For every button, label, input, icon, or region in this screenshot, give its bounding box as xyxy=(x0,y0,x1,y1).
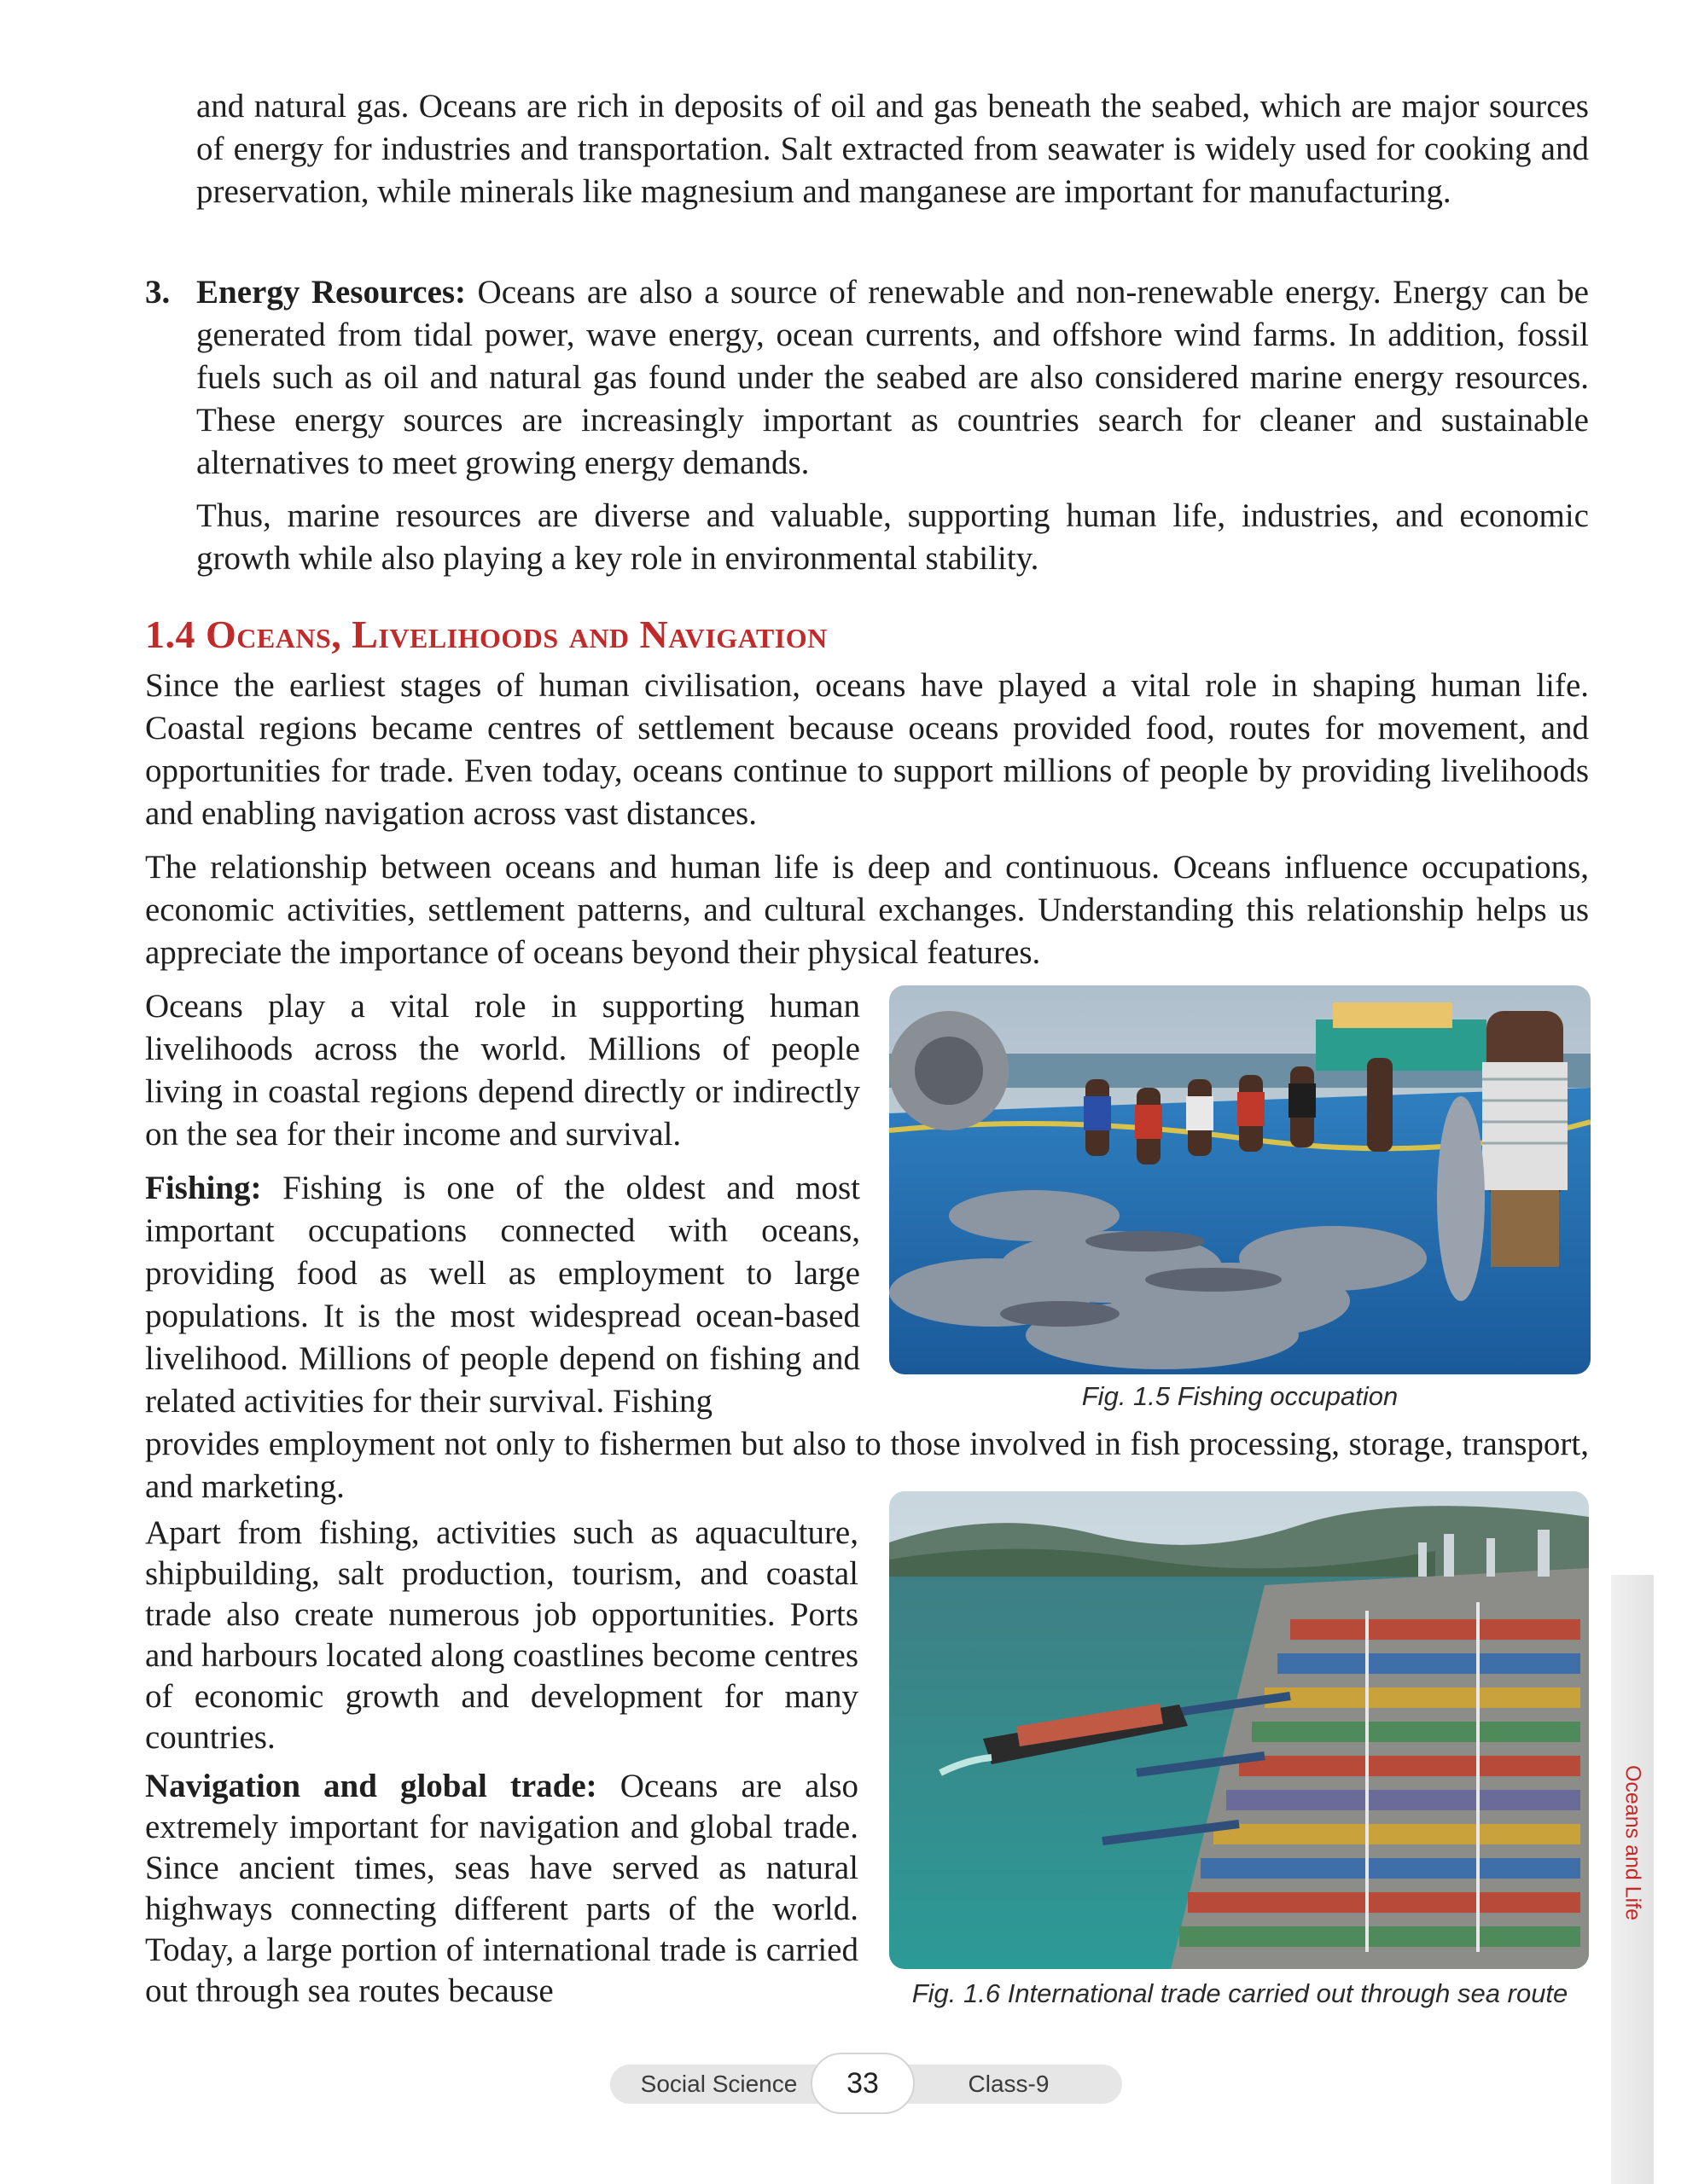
list-item-energy-resources xyxy=(145,271,1589,485)
intro-paragraph: and natural gas. Oceans are rich in deposits of oil and gas beneath the seabed, which are major sources of energy for industries and transportation. Salt extracted from seawater is widely used for cooking and preservation, while minerals like magnesium and manganese are important for manufacturing. xyxy=(196,88,1589,210)
section-paragraph-1: Since the earliest stages of human civilisation, oceans have played a vital role in shaping human life. Coastal regions became centres of settlement because oceans provided food, routes for movement, and opportunities for trade. Even today, oceans continue to support millions of people by providing livelihoods and enabling navigation across vast distances. xyxy=(145,667,1589,832)
section-paragraph-2: The relationship between oceans and human life is deep and continuous. Oceans influence occupations, economic activities, settlement patterns, and cultural exchanges. Understanding this relationship helps us appreciate the importance of oceans beyond their physical features. xyxy=(145,849,1589,971)
figure-caption-1-6: Fig. 1.6 International trade carried out through sea route xyxy=(911,1978,1568,2008)
navigation-title: Navigation and global trade: xyxy=(145,1768,597,1804)
list-number: 3. xyxy=(145,274,171,311)
list-item-title: Energy Resources: xyxy=(196,274,467,311)
footer-subject: Social Science xyxy=(640,2071,798,2097)
list-item-body xyxy=(196,271,1589,485)
navigation-text: Oceans are also extremely important for navigation and global trade. Since ancient times, seas have served as natural highways connecting different parts of the world. Today, a large portion of international trade is carried out through sea routes because xyxy=(145,1768,858,2009)
chapter-side-label: Oceans and Life xyxy=(1620,1764,1645,1921)
figure-caption-1-5: Fig. 1.5 Fishing occupation xyxy=(1081,1381,1399,1411)
livelihoods-paragraph: Oceans play a vital role in supporting human livelihoods across the world. Millions of people living in coastal regions depend directly or indirectly on the sea for their income and survival. xyxy=(145,988,860,1153)
container-port-photo xyxy=(889,1491,1589,1969)
fishing-photo xyxy=(889,985,1591,1374)
fishing-paragraph xyxy=(145,1167,860,1423)
footer-class: Class-9 xyxy=(968,2071,1050,2097)
fishing-paragraph-continued: provides employment not only to fishermen but also to those involved in fish processing, storage, transport, and marketing. xyxy=(145,1426,1589,1505)
fishing-title: Fishing: xyxy=(145,1170,262,1206)
navigation-paragraph xyxy=(145,1766,858,2012)
page-number: 33 xyxy=(811,2053,915,2114)
thus-paragraph: Thus, marine resources are diverse and valuable, supporting human life, industries, and economic growth while also playing a key role in environmental stability. xyxy=(196,497,1589,577)
other-livelihoods-paragraph: Apart from fishing, activities such as aquaculture, shipbuilding, salt production, tourism, and coastal trade also create numerous job opportunities. Ports and harbours located along coastlines become centres of economic growth and development for many countries. xyxy=(145,1514,859,1756)
section-heading: 1.4 Oceans, Livelihoods and Navigation xyxy=(145,613,828,656)
fishing-text: Fishing is one of the oldest and most important occupations connected with oceans, providing food as well as employment to large populations. It is the most widespread ocean-based livelihood. Millions of people depend on fishing and related activities for their survival. Fishing xyxy=(145,1170,860,1420)
list-item-text: Oceans are also a source of renewable and non-renewable energy. Energy can be generated from tidal power, wave energy, ocean currents, and offshore wind farms. In addition, fossil fuels such as oil and natural gas found under the seabed are also considered marine energy resources. These energy sources are increasingly important as countries search for cleaner and sustainable alternatives to meet growing energy demands. xyxy=(196,274,1589,481)
